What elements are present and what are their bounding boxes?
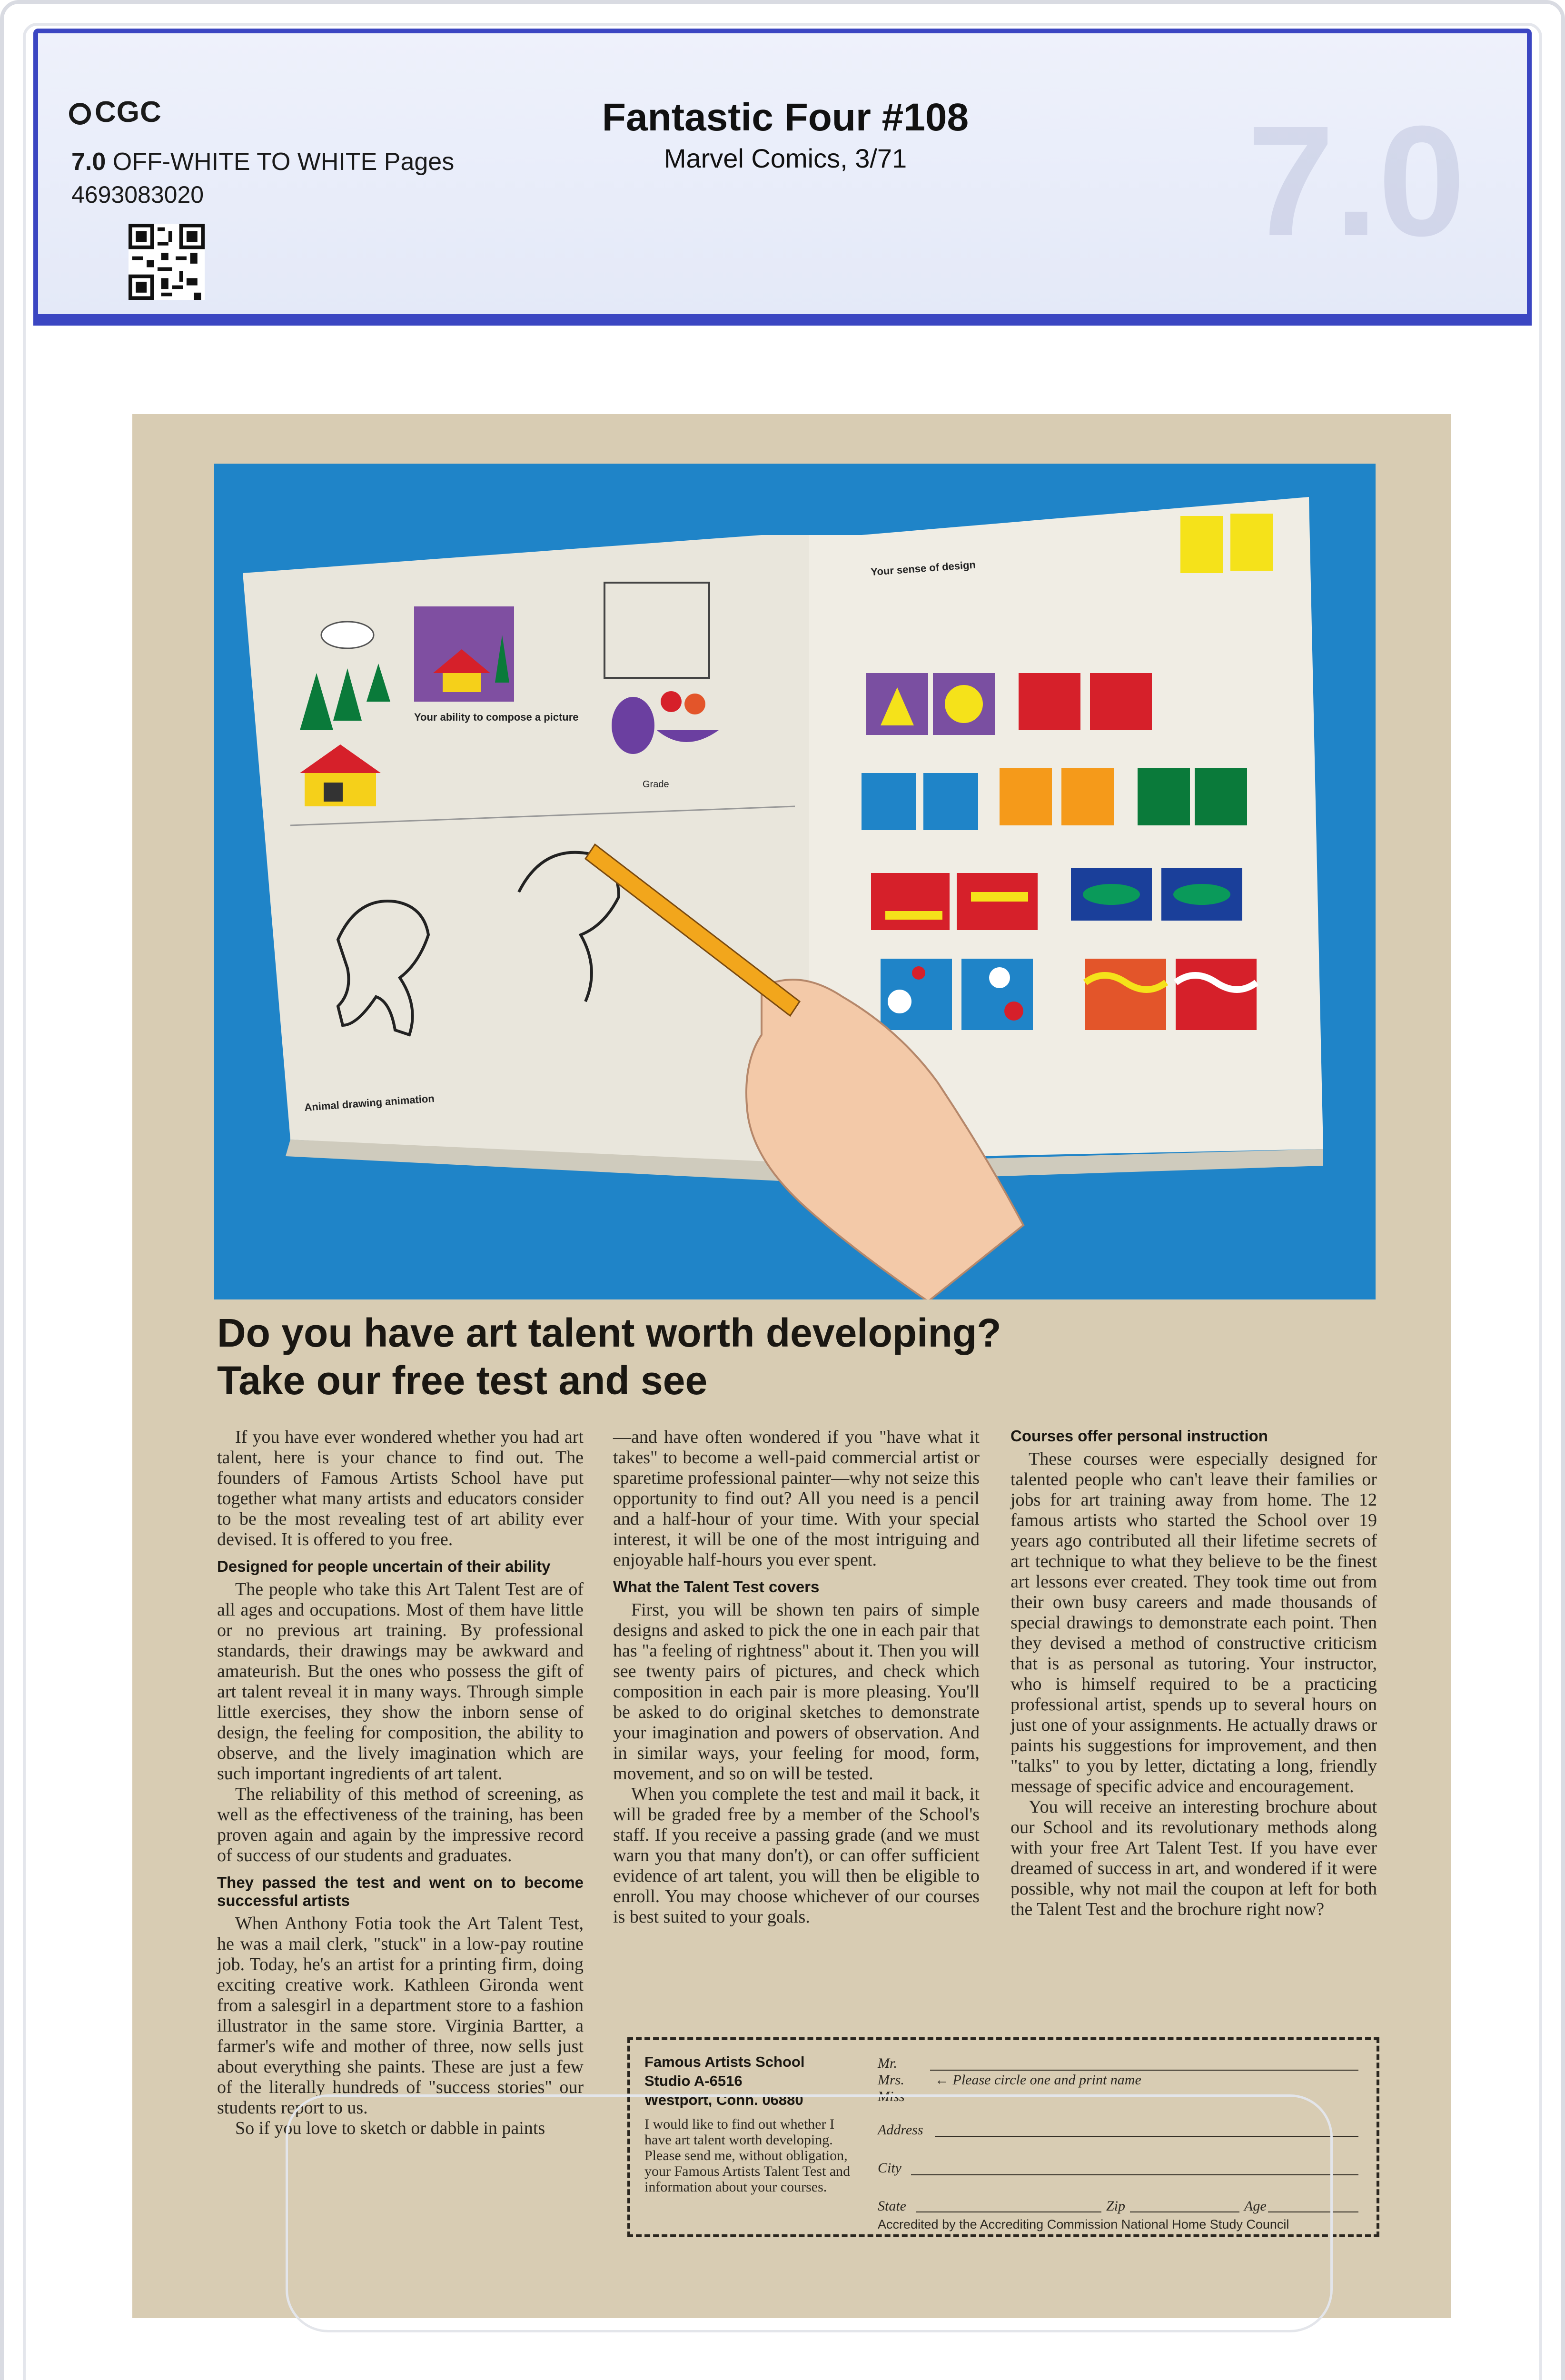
coupon-school: Famous Artists School bbox=[644, 2053, 805, 2070]
col1-paragraph: So if you love to sketch or dabble in paints bbox=[235, 2118, 545, 2138]
compose-title: Your ability to compose a picture bbox=[414, 711, 579, 723]
ad-column-2 bbox=[613, 1427, 980, 1927]
coupon-city: Westport, Conn. 06880 bbox=[644, 2092, 803, 2108]
col1-subhead: Designed for people uncertain of their ability bbox=[217, 1557, 551, 1575]
headline-line-2: Take our free test and see bbox=[217, 1358, 708, 1403]
zip-label: Zip bbox=[1106, 2198, 1126, 2214]
ad-column-1 bbox=[217, 1427, 584, 2139]
col2-subhead: What the Talent Test covers bbox=[613, 1578, 820, 1596]
page-quality: OFF-WHITE TO WHITE Pages bbox=[112, 148, 455, 176]
cgc-logo bbox=[69, 95, 162, 129]
slab-cutout-outline bbox=[286, 2094, 1333, 2332]
coupon-studio: Studio A-6516 bbox=[644, 2073, 743, 2089]
col3-paragraph: You will receive an interesting brochure about our School and its revolutionary methods along with your free Art Talent Test. If you have ever dreamed of success in art, and wondered if it were possible, why not mail the coupon at left for both the Talent Test and the brochure right now? bbox=[1010, 1797, 1377, 1919]
grade-value: 7.0 bbox=[71, 148, 106, 176]
cgc-brand-text: CGC bbox=[95, 96, 162, 129]
open-test-book bbox=[214, 464, 1376, 1299]
col1-paragraph: If you have ever wondered whether you had art talent, here is your chance to find out. The founders of Famous Artists School have put together what many artists and educators consider to be the most revealing test of art ability ever devised. It is offered to you free. bbox=[217, 1427, 584, 1549]
compose-grade: Grade bbox=[643, 779, 669, 790]
col2-paragraph: When you complete the test and mail it back, it will be graded free by a member of the School's staff. If you receive a passing grade (and we must warn you that many don't), or can offer sufficient evidence of art talent, you will then be eligible to enroll. You may choose whichever of our courses is best suited to your goals. bbox=[613, 1784, 980, 1927]
col3-subhead: Courses offer personal instruction bbox=[1010, 1427, 1268, 1445]
qr-code-icon bbox=[129, 224, 205, 300]
col2-paragraph: First, you will be shown ten pairs of simple designs and asked to pick the one in each pair that has "a feeling of rightness" about it. Then you will see twenty pairs of pictures, and check which composition in each pair is more pleasing. You'll be asked to do original sketches to demonstrate your imagination and powers of observation. And in similar ways, your feeling for mood, form, movement, and so on will be tested. bbox=[613, 1600, 980, 1784]
accreditation: Accredited by the Accrediting Commission National Home Study Council bbox=[878, 2217, 1289, 2231]
col1-paragraph: The reliability of this method of screening, as well as the effectiveness of the training, has been proven again and again by the impressive record of success of our students and graduates. bbox=[217, 1784, 584, 1865]
coupon-request-text: I would like to find out whether I have art talent worth developing. Please send me, without obligation, your Famous Artists Talent Test and information about your courses. bbox=[644, 2116, 851, 2195]
address-label: Address bbox=[878, 2122, 923, 2138]
name-hint: ← Please circle one and print name bbox=[935, 2072, 1141, 2088]
label-watermark-grade: 7.0 bbox=[1247, 93, 1466, 268]
fruit-icon bbox=[661, 691, 682, 712]
ad-illustration bbox=[214, 464, 1376, 1299]
col1-subhead: They passed the test and went on to become successful artists bbox=[217, 1874, 584, 1909]
comic-title: Fantastic Four #108 bbox=[602, 96, 969, 139]
col1-paragraph: When Anthony Fotia took the Art Talent Test, he was a mail clerk, "stuck" in a low-pay routine job. Today, he's an artist for a printing firm, doing exciting creative work. Kathleen Gironda went from a salesgirl in a department store to a fashion illustrator in the same store. Virginia Bartter, a farmer's wife and mother of three, now sells just about everything she paints. These are just a few of the literally hundreds of "success stories" our students report to us. bbox=[217, 1914, 584, 2118]
name-field-line[interactable] bbox=[930, 2070, 1358, 2071]
design-title: Your sense of design bbox=[870, 558, 976, 578]
age-label: Age bbox=[1244, 2198, 1267, 2214]
title-mr: Mr. bbox=[878, 2055, 897, 2071]
ad-headline bbox=[217, 1309, 1001, 1404]
cert-number: 4693083020 bbox=[71, 181, 204, 208]
comic-back-cover bbox=[132, 414, 1451, 2318]
title-miss: Miss bbox=[878, 2089, 905, 2104]
headline-line-1: Do you have art talent worth developing? bbox=[217, 1310, 1001, 1355]
publisher-date: Marvel Comics, 3/71 bbox=[664, 143, 907, 173]
cgc-ring-icon bbox=[69, 103, 91, 125]
state-label: State bbox=[878, 2198, 906, 2214]
title-mrs: Mrs. bbox=[878, 2072, 904, 2088]
col3-paragraph: These courses were especially designed for talented people who can't leave their families or jobs for art training away from home. The 12 famous artists who started the School over 19 years ago contributed all their lifetime secrets of art technique to what they believe to be the finest art lessons ever created. They took time out from their own busy careers and made thousands of special drawings to demonstrate each point. Then they devised a method of constructive criticism that is as personal as tutoring. Your instructor, who is himself required to be a practicing professional artist, spends up to several hours on just one of your assignments. He actually draws or paints his suggestions for improvement, and then "talks" to you by letter, dictating a long, friendly message of specific advice and encouragement. bbox=[1010, 1449, 1377, 1796]
grade-line bbox=[71, 148, 454, 176]
col1-paragraph: The people who take this Art Talent Test are of all ages and occupations. Most of them have little or no previous art training. By professional standards, their drawings may be awkward and amateurish. But the ones who possess the gift of art talent reveal it in many ways. Through simple little exercises, they show the inborn sense of design, the feeling for composition, the ability to observe, and the lively imagination which are such important ingredients of art talent. bbox=[217, 1579, 584, 1784]
ad-column-3 bbox=[1010, 1427, 1377, 1920]
cloud-icon bbox=[321, 622, 374, 648]
vase-icon bbox=[612, 697, 654, 754]
col2-paragraph: —and have often wondered if you "have what it takes" to become a well-paid commercial artist or sparetime professional painter—why not seize this opportunity to find out? All you need is a pencil and a half-hour of your time. With your special interest, it will be one of the most intriguing and enjoyable half-hours you ever spent. bbox=[613, 1427, 980, 1570]
city-label: City bbox=[878, 2160, 901, 2176]
label-bottom-bar bbox=[33, 314, 1532, 326]
animal-title: Animal drawing animation bbox=[304, 1092, 435, 1113]
